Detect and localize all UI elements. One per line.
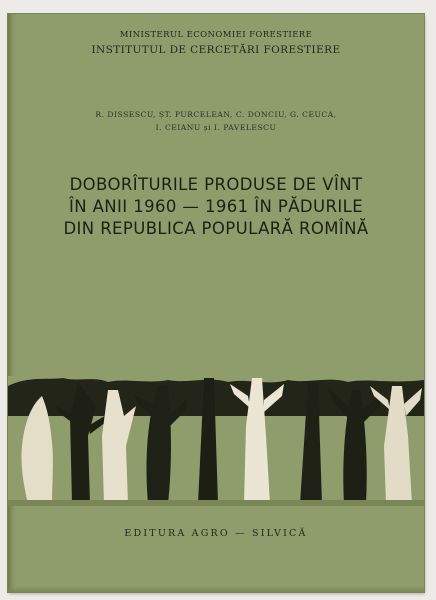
ministry-line: MINISTERUL ECONOMIEI FORESTIERE <box>119 30 313 40</box>
title-line-1: DOBORÎTURILE PRODUSE DE VÎNT <box>69 175 363 194</box>
authors-line-1: R. DISSESCU, ȘT. PURCELEAN, C. DONCIU, G. CEUCA, <box>95 110 337 119</box>
publisher-block <box>8 28 424 58</box>
forest-illustration <box>8 376 424 506</box>
authors-block <box>8 108 424 134</box>
title-line-2: ÎN ANII 1960 — 1961 ÎN PĂDURILE <box>68 197 364 216</box>
cover-wear <box>8 586 424 592</box>
book-cover <box>8 14 424 592</box>
publisher-name: EDITURA AGRO — SILVICĂ <box>124 528 308 539</box>
institute-line: INSTITUTUL DE CERCETĂRI FORESTIERE <box>91 44 341 56</box>
authors-line-2: I. CEIANU și I. PAVELESCU <box>155 123 277 132</box>
book-title <box>8 174 424 240</box>
title-line-3: DIN REPUBLICA POPULARĂ ROMÎNĂ <box>63 219 369 238</box>
forest-ground <box>8 500 424 506</box>
